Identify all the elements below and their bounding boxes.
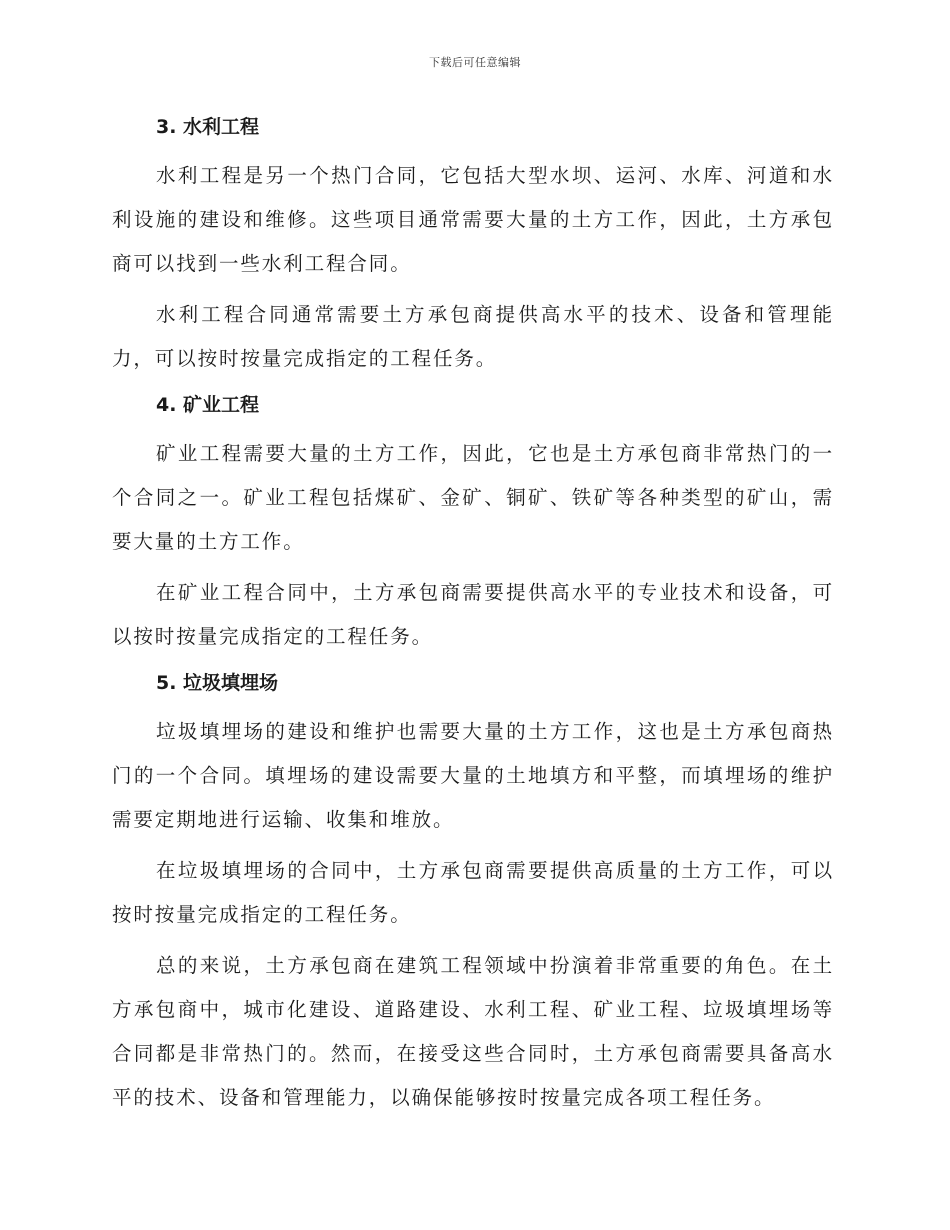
paragraph: 在矿业工程合同中，土方承包商需要提供高水平的专业技术和设备，可以按时按量完成指定的工程任务。 — [112, 581, 834, 648]
paragraph: 总的来说，土方承包商在建筑工程领域中扮演着非常重要的角色。在土方承包商中，城市化建设、道路建设、水利工程、矿业工程、垃圾填埋场等合同都是非常热门的。然而，在接受这些合同时，土方承包商需要具备高水平的技术、设备和管理能力，以确保能够按时按量完成各项工程任务。 — [112, 954, 834, 1109]
paragraph: 水利工程是另一个热门合同，它包括大型水坝、运河、水库、河道和水利设施的建设和维修。这些项目通常需要大量的土方工作，因此，土方承包商可以找到一些水利工程合同。 — [112, 164, 834, 275]
section-heading-landfill: 5. 垃圾填埋场 — [156, 672, 279, 694]
section-heading-water-conservancy: 3. 水利工程 — [156, 116, 260, 138]
paragraph: 矿业工程需要大量的土方工作，因此，它也是土方承包商非常热门的一个合同之一。矿业工程包括煤矿、金矿、铜矿、铁矿等各种类型的矿山，需要大量的土方工作。 — [112, 442, 834, 553]
section-heading-mining: 4. 矿业工程 — [156, 394, 260, 416]
paragraph: 在垃圾填埋场的合同中，土方承包商需要提供高质量的土方工作，可以按时按量完成指定的工程任务。 — [112, 859, 834, 926]
page-header: 下载后可任意编辑 — [429, 56, 521, 69]
document-body — [112, 110, 834, 1127]
paragraph: 垃圾填埋场的建设和维护也需要大量的土方工作，这也是土方承包商热门的一个合同。填埋场的建设需要大量的土地填方和平整，而填埋场的维护需要定期地进行运输、收集和堆放。 — [112, 720, 834, 831]
paragraph: 水利工程合同通常需要土方承包商提供高水平的技术、设备和管理能力，可以按时按量完成指定的工程任务。 — [112, 303, 834, 370]
